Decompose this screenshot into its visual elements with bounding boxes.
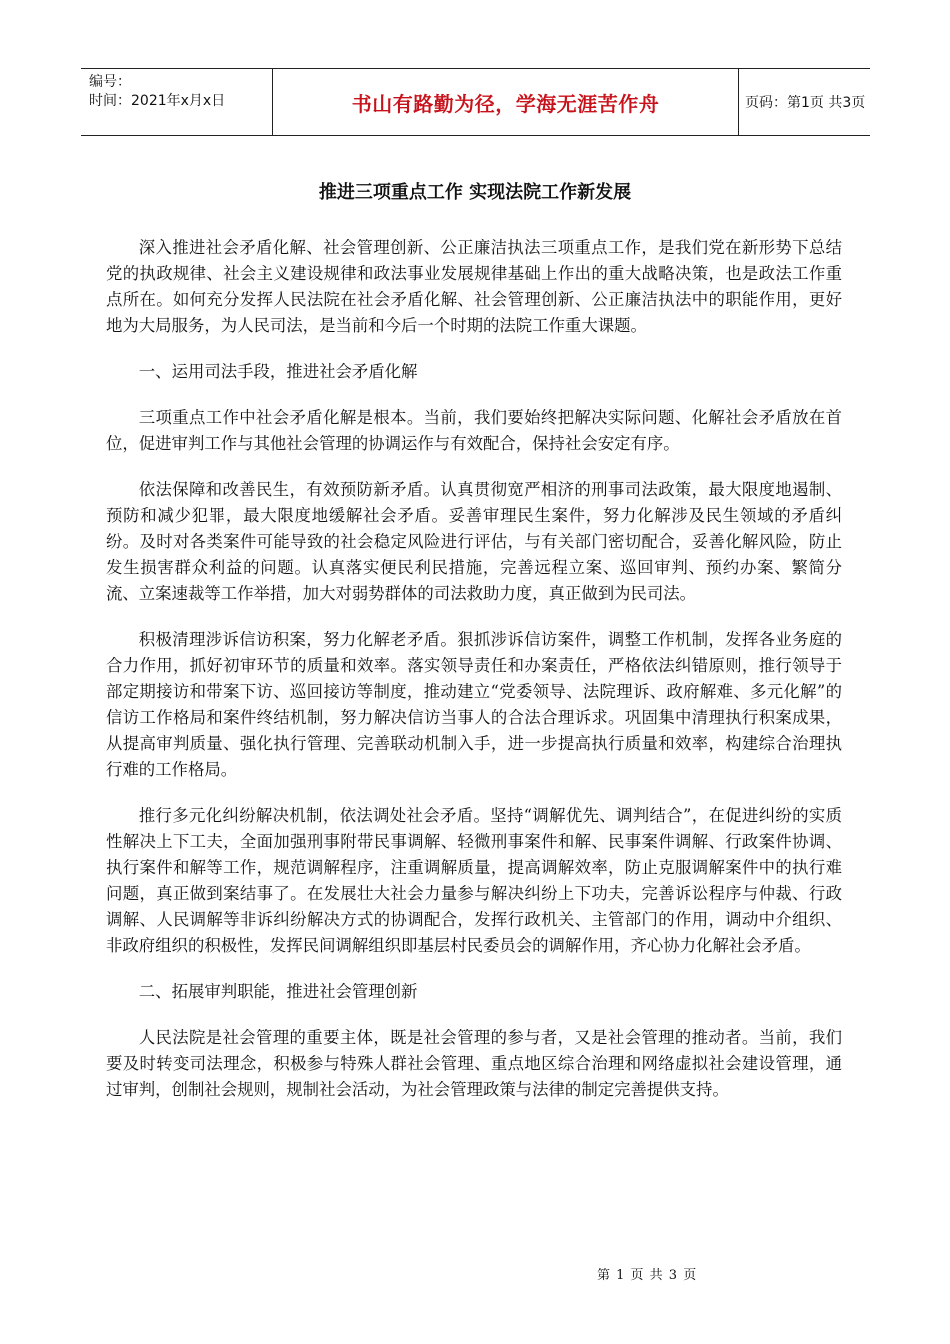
body-paragraph: 深入推进社会矛盾化解、社会管理创新、公正廉洁执法三项重点工作，是我们党在新形势下总结党的执政规律、社会主义建设规律和政法事业发展规律基础上作出的重大战略决策，也是政法工作重点所在。如何充分发挥人民法院在社会矛盾化解、社会管理创新、公正廉洁执法中的职能作用，更好地为大局服务，为人民司法，是当前和今后一个时期的法院工作重大课题。 [106, 238, 842, 335]
body-paragraph: 推行多元化纠纷解决机制，依法调处社会矛盾。坚持“调解优先、调判结合”，在促进纠纷的实质性解决上下工夫，全面加强刑事附带民事调解、轻微刑事案件和解、民事案件调解、行政案件协调、执行案件和解等工作，规范调解程序，注重调解质量，提高调解效率，防止克服调解案件中的执行难问题，真正做到案结事了。在发展壮大社会力量参与解决纠纷上下功夫，完善诉讼程序与仲裁、行政调解、人民调解等非诉纠纷解决方式的协调配合，发挥行政机关、主管部门的作用，调动中介组织、非政府组织的积极性，发挥民间调解组织即基层村民委员会的调解作用，齐心协力化解社会矛盾。 [106, 806, 842, 955]
body-paragraph: 依法保障和改善民生，有效预防新矛盾。认真贯彻宽严相济的刑事司法政策，最大限度地遏制、预防和减少犯罪，最大限度地缓解社会矛盾。妥善审理民生案件，努力化解涉及民生领域的矛盾纠纷。及时对各类案件可能导致的社会稳定风险进行评估，与有关部门密切配合，妥善化解风险，防止发生损害群众利益的问题。认真落实便民利民措施，完善远程立案、巡回审判、预约办案、繁简分流、立案速裁等工作举措，加大对弱势群体的司法救助力度，真正做到为民司法。 [106, 480, 842, 603]
body-paragraph: 积极清理涉诉信访积案，努力化解老矛盾。狠抓涉诉信访案件，调整工作机制，发挥各业务庭的合力作用，抓好初审环节的质量和效率。落实领导责任和办案责任，严格依法纠错原则，推行领导于部定期接访和带案下访、巡回接访等制度，推动建立“党委领导、法院理诉、政府解难、多元化解”的信访工作格局和案件终结机制，努力解决信访当事人的合法合理诉求。巩固集中清理执行积案成果，从提高审判质量、强化执行管理、完善联动机制入手，进一步提高执行质量和效率，构建综合治理执行难的工作格局。 [106, 630, 842, 779]
page-header [81, 68, 870, 136]
section-heading: 二、拓展审判职能，推进社会管理创新 [138, 982, 418, 1001]
document-body [106, 235, 842, 1123]
header-page-label: 页码：第1页 共3页 [745, 95, 866, 111]
document-number-label: 编号： [89, 74, 131, 90]
header-meta [81, 69, 273, 135]
document-title: 推进三项重点工作 实现法院工作新发展 [318, 182, 632, 203]
header-motto: 书山有路勤为径，学海无涯苦作舟 [273, 69, 739, 135]
document-time-label: 时间：2021年x月x日 [89, 93, 226, 109]
section-heading: 一、运用司法手段，推进社会矛盾化解 [138, 362, 418, 381]
page-footer: 第 1 页 共 3 页 [597, 1268, 698, 1283]
body-paragraph: 三项重点工作中社会矛盾化解是根本。当前，我们要始终把解决实际问题、化解社会矛盾放在首位，促进审判工作与其他社会管理的协调运作与有效配合，保持社会安定有序。 [106, 408, 842, 453]
body-paragraph: 人民法院是社会管理的重要主体，既是社会管理的参与者，又是社会管理的推动者。当前，我们要及时转变司法理念，积极参与特殊人群社会管理、重点地区综合治理和网络虚拟社会建设管理，通过审判，创制社会规则，规制社会活动，为社会管理政策与法律的制定完善提供支持。 [106, 1028, 842, 1099]
